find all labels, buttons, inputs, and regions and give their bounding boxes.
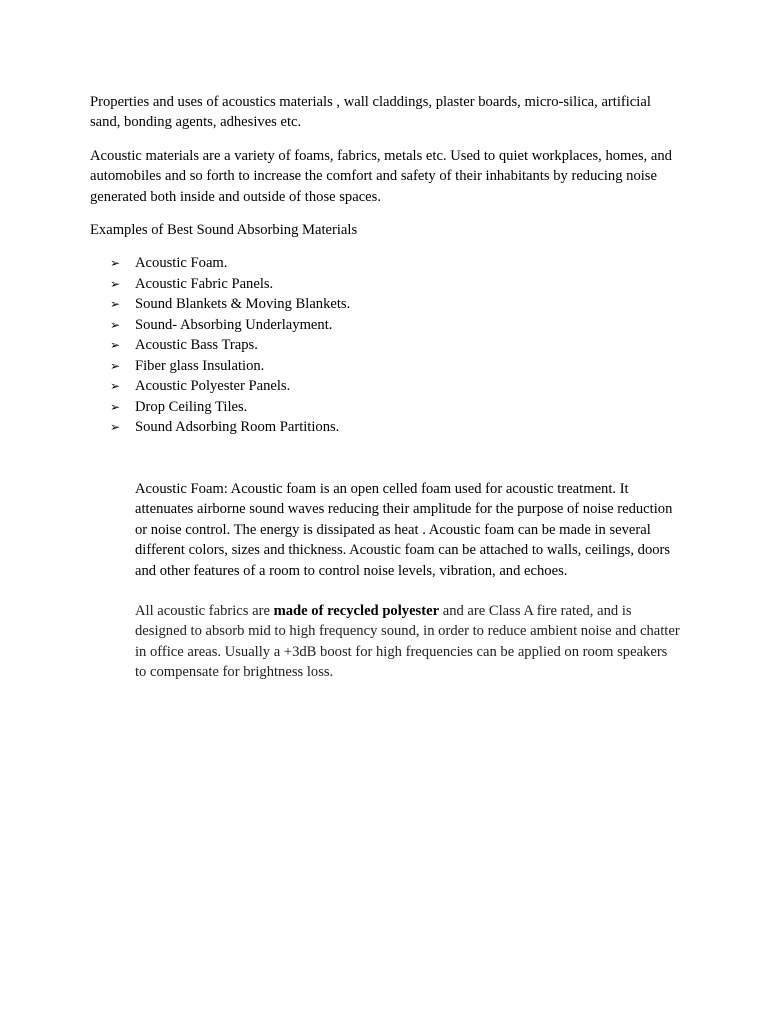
arrow-bullet-icon: ➢ <box>110 256 121 270</box>
intro-paragraph: Acoustic materials are a variety of foams, fabrics, metals etc. Used to quiet workplaces, homes, and automobiles and so forth to increase the comfort and safety of their inhabitants by reducing noise generated both inside and outside of those spaces. <box>90 148 672 205</box>
list-item <box>110 315 670 336</box>
list-item <box>110 253 670 274</box>
arrow-bullet-icon: ➢ <box>110 399 121 414</box>
arrow-bullet-icon: ➢ <box>110 358 121 373</box>
arrow-bullet-icon: ➢ <box>110 276 121 291</box>
fabric-bold-text: made of recycled polyester <box>273 603 440 619</box>
list-item <box>110 335 670 356</box>
acoustic-fabric-paragraph <box>135 601 680 683</box>
fabric-text-end: and are Class A fire rated, and is designed to absorb mid to high frequency sound, in order to reduce ambient noise and chatter in office areas. Usually a +3dB boost for high frequencies can be applied on room speakers to compensate for brightness loss. <box>135 603 680 681</box>
list-item-text: Sound Adsorbing Room Partitions. <box>135 419 340 435</box>
list-item <box>110 274 670 295</box>
list-item-text: Acoustic Polyester Panels. <box>135 378 291 394</box>
examples-list <box>110 253 670 438</box>
acoustic-foam-paragraph: Acoustic Foam: Acoustic foam is an open celled foam used for acoustic treatment. It attenuates airborne sound waves reducing their amplitude for the purpose of noise reduction or noise control. The energy is dissipated as heat . Acoustic foam can be made in several different colors, sizes and thickness. Acoustic foam can be attached to walls, ceilings, doors and other features of a room to control noise levels, vibration, and echoes. <box>135 481 673 579</box>
list-item-text: Drop Ceiling Tiles. <box>135 398 248 415</box>
list-item-text: Fiber glass Insulation. <box>135 357 265 374</box>
list-item <box>110 294 670 315</box>
arrow-bullet-icon: ➢ <box>110 379 121 393</box>
list-item-text: Acoustic Fabric Panels. <box>135 275 274 292</box>
examples-heading: Examples of Best Sound Absorbing Materials <box>90 222 358 238</box>
arrow-bullet-icon: ➢ <box>110 420 121 434</box>
list-item-text: Acoustic Bass Traps. <box>135 337 258 353</box>
list-item <box>110 376 670 397</box>
list-item <box>110 417 670 438</box>
list-item <box>110 397 670 418</box>
list-item-text: Sound- Absorbing Underlayment. <box>135 316 333 333</box>
arrow-bullet-icon: ➢ <box>110 297 121 311</box>
list-item <box>110 356 670 377</box>
arrow-bullet-icon: ➢ <box>110 317 121 332</box>
list-item-text: Acoustic Foam. <box>135 255 228 271</box>
arrow-bullet-icon: ➢ <box>110 338 121 352</box>
fabric-text-start: All acoustic fabrics are <box>135 603 274 619</box>
list-item-text: Sound Blankets & Moving Blankets. <box>135 296 351 312</box>
title-paragraph: Properties and uses of acoustics materials , wall claddings, plaster boards, micro-silica, artificial sand, bonding agents, adhesives etc. <box>90 94 651 131</box>
